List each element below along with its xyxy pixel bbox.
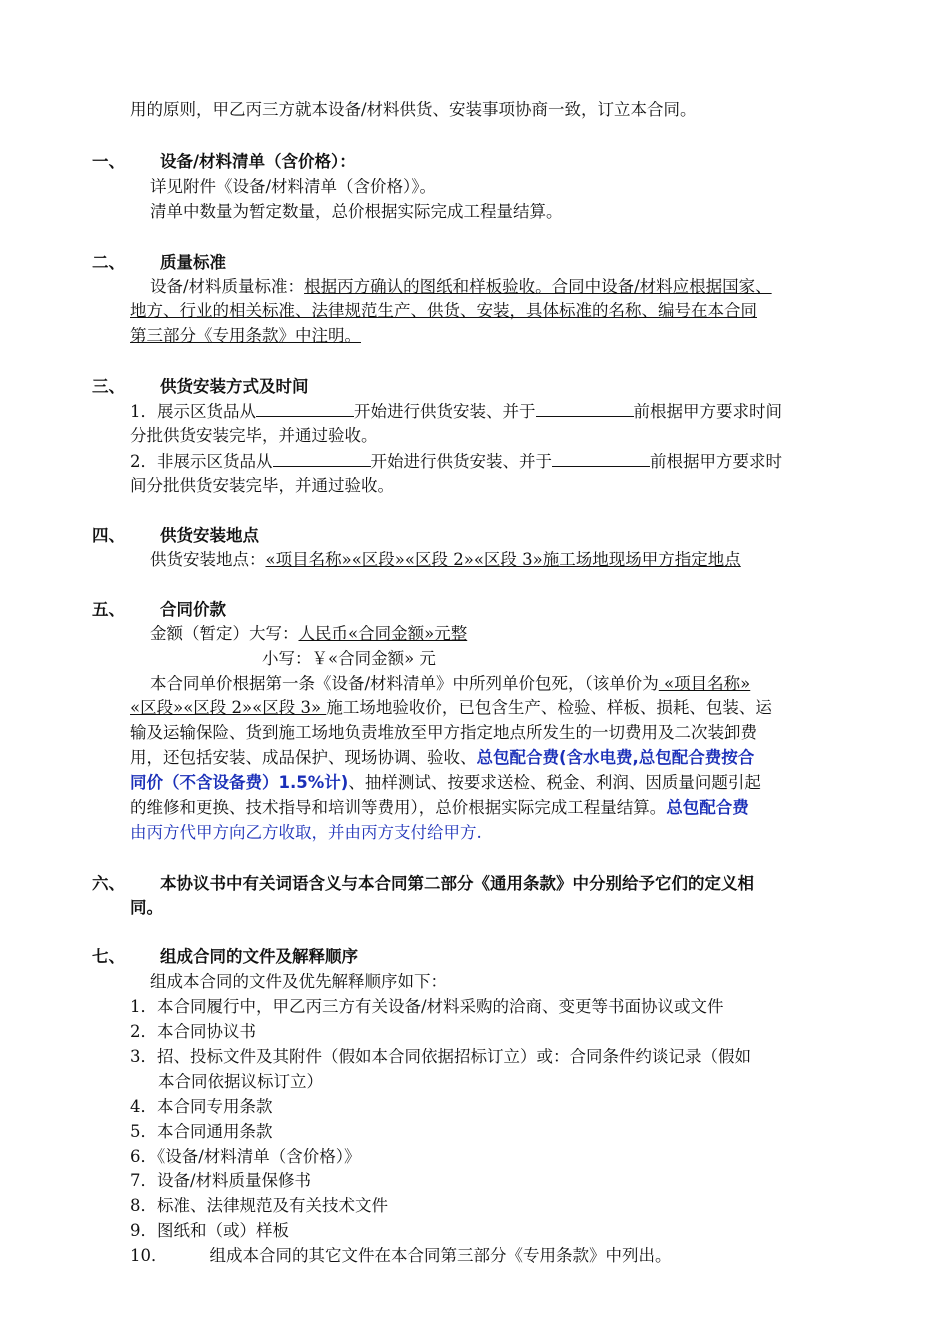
list-item: 6．《设备/材料清单（含价格）》 (130, 1147, 361, 1166)
start-date-blank-2[interactable] (273, 450, 371, 467)
section-3-line-2: 分批供货安装完毕，并通过验收。 (130, 426, 378, 445)
section-1-line-1: 详见附件《设备/材料清单（含价格）》。 (150, 177, 437, 196)
item-1-mid: 开始进行供货安装、并于 (354, 402, 536, 421)
amount-words-line (150, 623, 467, 645)
section-6-title: 本协议书中有关词语含义与本合同第二部分《通用条款》中分别给予它们的定义相 (160, 874, 754, 893)
price-para-line-2 (130, 697, 772, 719)
list-item-10-number: 10． (130, 1246, 168, 1265)
section-fields: «区段»«区段 2»«区段 3» (130, 698, 327, 717)
amount-figures-label: 小写： (262, 649, 312, 668)
list-item: 7．设备/材料质量保修书 (130, 1171, 312, 1190)
list-item: 9．图纸和（或）样板 (130, 1221, 289, 1240)
section-4-title: 供货安装地点 (160, 526, 259, 545)
end-date-blank[interactable] (536, 400, 634, 417)
section-1-number: 一、 (92, 152, 125, 171)
section-2-line-3: 第三部分《专用条款》中注明。 (130, 326, 361, 345)
section-2-line-2: 地方、行业的相关标准、法律规范生产、供货、安装，具体标准的名称、编号在本合同 (130, 301, 757, 320)
list-item: 3．招、投标文件及其附件（假如本合同依据招标订立）或：合同条件约谈记录（假如 (130, 1047, 751, 1066)
quality-text-1: 根据丙方确认的图纸和样板验收。合同中设备/材料应根据国家、 (304, 277, 772, 296)
price-para-text-6: 的维修和更换、技术指导和培训等费用），总价根据实际完成工程量结算。 (130, 798, 667, 817)
price-para-line-6 (130, 797, 749, 819)
section-4-line-1 (150, 549, 741, 571)
list-item: 4．本合同专用条款 (130, 1097, 273, 1116)
contractor-fee-emphasis-3: 总包配合费 (666, 798, 749, 817)
amount-words-value: 人民币«合同金额»元整 (298, 624, 468, 643)
intro-line: 用的原则，甲乙丙三方就本设备/材料供货、安装事项协商一致，订立本合同。 (130, 100, 697, 119)
section-2-number: 二、 (92, 253, 125, 272)
section-3-title: 供货安装方式及时间 (160, 377, 309, 396)
section-7-intro: 组成本合同的文件及优先解释顺序如下： (150, 972, 447, 991)
contractor-fee-emphasis-2: 同价（不含设备费）1.5%计) (130, 773, 349, 792)
price-para-text-4: 用，还包括安装、成品保护、现场协调、验收、 (130, 748, 477, 767)
list-item-cont: 本合同依据议标订立） (158, 1072, 323, 1091)
price-para-line-7: 由丙方代甲方向乙方收取，并由丙方支付给甲方. (130, 823, 482, 842)
list-item-10 (130, 1245, 672, 1267)
project-name-field: «项目名称» (658, 674, 751, 693)
price-para-line-4 (130, 747, 754, 769)
section-6-title-cont: 同。 (130, 898, 163, 917)
price-para-line-1 (150, 673, 750, 695)
end-date-blank-2[interactable] (552, 450, 650, 467)
price-para-text-5: 、抽样测试、按要求送检、税金、利润、因质量问题引起 (348, 773, 761, 792)
location-label: 供货安装地点： (150, 550, 266, 569)
section-1-line-2: 清单中数量为暂定数量，总价根据实际完成工程量结算。 (150, 202, 563, 221)
item-1-start: 1．展示区货品从 (130, 402, 256, 421)
section-3-line-3 (130, 450, 782, 473)
amount-figures-line (262, 648, 436, 670)
list-item: 5．本合同通用条款 (130, 1122, 273, 1141)
location-value: «项目名称»«区段»«区段 2»«区段 3»施工场地现场甲方指定地点 (265, 550, 741, 569)
item-2-mid: 开始进行供货安装、并于 (370, 452, 552, 471)
section-6-number: 六、 (92, 874, 125, 893)
section-7-number: 七、 (92, 947, 125, 966)
price-para-text-2: 施工场地验收价，已包含生产、检验、样板、损耗、包装、运 (326, 698, 772, 717)
contractor-fee-emphasis: 总包配合费(含水电费,总包配合费按合 (476, 748, 755, 767)
item-1-end: 前根据甲方要求时间 (633, 402, 782, 421)
amount-words-label: 金额（暂定）大写： (150, 624, 299, 643)
section-2-title: 质量标准 (160, 253, 226, 272)
section-5-number: 五、 (92, 600, 125, 619)
section-4-number: 四、 (92, 526, 125, 545)
start-date-blank[interactable] (256, 400, 354, 417)
list-item: 1．本合同履行中，甲乙丙三方有关设备/材料采购的洽商、变更等书面协议或文件 (130, 997, 724, 1016)
list-item-10-text: 组成本合同的其它文件在本合同第三部分《专用条款》中列出。 (209, 1246, 672, 1265)
section-3-line-4: 间分批供货安装完毕，并通过验收。 (130, 476, 394, 495)
section-5-title: 合同价款 (160, 600, 226, 619)
amount-figures-value: ￥«合同金额» 元 (311, 649, 436, 668)
quality-label: 设备/材料质量标准： (150, 277, 305, 296)
item-2-start: 2．非展示区货品从 (130, 452, 273, 471)
item-2-end: 前根据甲方要求时 (650, 452, 782, 471)
section-3-line-1 (130, 400, 782, 423)
list-item: 8．标准、法律规范及有关技术文件 (130, 1196, 388, 1215)
list-item: 2．本合同协议书 (130, 1022, 256, 1041)
section-2-line-1 (150, 276, 772, 298)
price-para-text: 本合同单价根据第一条《设备/材料清单》中所列单价包死，（该单价为 (150, 674, 659, 693)
section-7-title: 组成合同的文件及解释顺序 (160, 947, 358, 966)
section-3-number: 三、 (92, 377, 125, 396)
price-para-line-3: 输及运输保险、货到施工场地负责堆放至甲方指定地点所发生的一切费用及二次装卸费 (130, 723, 757, 742)
price-para-line-5 (130, 772, 761, 794)
section-1-title: 设备/材料清单（含价格）： (160, 152, 356, 171)
